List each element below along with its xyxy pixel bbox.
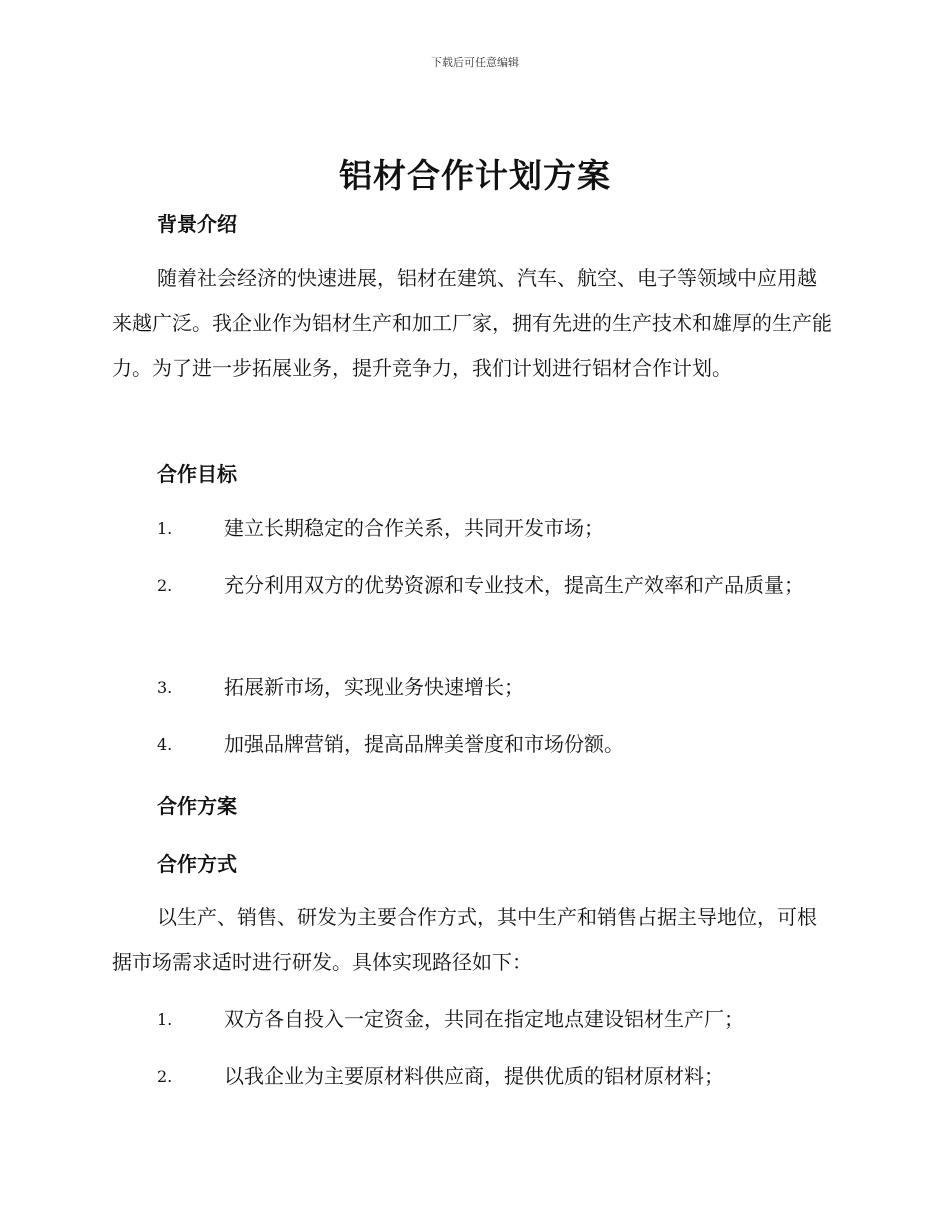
section-heading-background: 背景介绍 <box>157 212 237 236</box>
list-number: 4. <box>157 735 173 754</box>
list-number: 2. <box>157 576 173 595</box>
subsection-heading-method: 合作方式 <box>157 852 237 876</box>
list-number: 1. <box>157 519 173 538</box>
list-text: 双方各自投入一定资金，共同在指定地点建设铝材生产厂； <box>224 1007 744 1031</box>
header-note: 下载后可任意编辑 <box>431 56 519 69</box>
list-number: 1. <box>157 1010 173 1029</box>
list-text: 充分利用双方的优势资源和专业技术，提高生产效率和产品质量； <box>224 573 804 597</box>
method-paragraph: 以生产、销售、研发为主要合作方式，其中生产和销售占据主导地位，可根据市场需求适时进行研发。具体实现路径如下： <box>112 905 817 974</box>
list-number: 2. <box>157 1067 173 1086</box>
method-list-item <box>112 1054 832 1099</box>
goal-list-item <box>112 722 832 767</box>
goal-list-item <box>112 665 832 710</box>
list-number: 3. <box>157 678 173 697</box>
list-text: 以我企业为主要原材料供应商，提供优质的铝材原材料； <box>224 1064 724 1088</box>
background-paragraph: 随着社会经济的快速进展，铝材在建筑、汽车、航空、电子等领域中应用越来越广泛。我企业作为铝材生产和加工厂家，拥有先进的生产技术和雄厚的生产能力。为了进一步拓展业务，提升竞争力，我们计划进行铝材合作计划。 <box>112 266 832 380</box>
goal-list-item <box>112 563 832 608</box>
list-text: 建立长期稳定的合作关系，共同开发市场； <box>224 516 604 540</box>
section-heading-plan: 合作方案 <box>157 794 237 818</box>
goal-list-item <box>112 506 832 551</box>
section-heading-goals: 合作目标 <box>157 462 237 486</box>
document-title: 铝材合作计划方案 <box>339 156 611 195</box>
list-text: 拓展新市场，实现业务快速增长； <box>224 675 524 699</box>
list-text: 加强品牌营销，提高品牌美誉度和市场份额。 <box>224 732 624 756</box>
method-list-item <box>112 997 832 1042</box>
